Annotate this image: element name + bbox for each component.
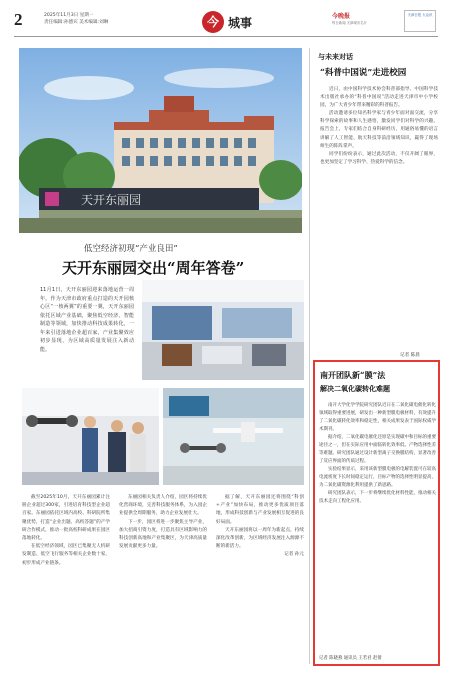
masthead-subtitle: 每日新闻 天津城市名片 xyxy=(332,21,367,25)
page-number: 2 xyxy=(14,10,23,29)
right-story-headline: “科普中国说”走进校园 xyxy=(320,68,407,78)
masthead-name: 今晚报 xyxy=(332,13,351,20)
main-headline: 天开东丽园交出“周年答卷” xyxy=(62,259,245,277)
main-lead: 11月1日，天开东丽园迎来落地运营一周年。作为天津市政府重点打造的天开园核心区“一核两翼”的重要一翼，天开东丽园依托区域产业基础，聚焦低空经济、智能制造等领域，加快推动科技成果转化，一年来引进落地企业超百家，产业集聚效应初步显现，为区域高质量发展注入新动能。 xyxy=(40,287,134,353)
body-paragraph: 活动邀请多位知名科学家与青少年面对面交流，分享科学探索的故事和人生感悟，激发同学们对科学的兴趣。报告会上，专家们结合自身科研经历，用通俗易懂的语言讲解了人工智能、航天科技等前沿领域知识，赢得了现场师生的阵阵掌声。 xyxy=(320,111,438,149)
column-divider xyxy=(309,48,310,664)
body-paragraph: 近日，由中国科学技术协会科普部指导、中国科学技术出版社承办的“科普中国说”活动走进天津市中小学校园，为广大青少年带来精彩的科普报告。 xyxy=(320,87,438,109)
main-subheadline: 低空经济初现“产业良田” xyxy=(84,244,178,254)
photo-drone-lab xyxy=(22,388,159,485)
body-column-3 xyxy=(216,494,304,560)
highlight-byline: 记者 陈晓燕 通讯员 王若君 赵倩 xyxy=(319,656,382,661)
right-story-byline: 记者 陈晨 xyxy=(400,353,420,358)
body-paragraph: 实验结果显示，采用该新型膜电极的电解装置可在较高电流密度下长时间稳定运行，目标产物的选择性明显提高，为二氧化碳资源化利用提供了新思路。 xyxy=(319,467,436,488)
body-paragraph: 研究团队表示，下一步将继续优化材料性能，推动相关技术走向工程化应用。 xyxy=(319,491,436,504)
body-paragraph: 下一步，园区将进一步聚焦主导产业，加大招商引资力度，打造具有区域影响力的科技创新高地和产业集聚区，为天津高质量发展贡献更多力量。 xyxy=(119,519,207,550)
section-logo: 今 xyxy=(202,11,224,33)
body-paragraph: 南开大学化学学院研究团队近日在二氧化碳电催化转化领域取得重要进展，研发出一种新型膜电极材料，有效提升了二氧化碳转化效率和稳定性，相关成果发表于国际权威学术期刊。 xyxy=(319,403,436,432)
building-sign-text: 天开东丽园 xyxy=(81,193,142,207)
body-paragraph: 据了解，天开东丽园还将围绕“科创+产业”加快布局，推动更多优质项目落地，形成科技创新与产业发展相互促进的良好局面。 xyxy=(216,495,304,525)
body-paragraph: 截至2025年10月，天开东丽园累计注册企业超过300家，引进培育科技型企业超百家。东丽园依托区域内高校、科研院所集聚优势，打造“企业出题、高校答题”的产学研合作模式，推动一批高校科研成果在园区落地转化。 xyxy=(22,495,110,542)
body-paragraph: 据介绍，二氧化碳电催化还原是实现碳中和目标的重要途径之一，但在实际应用中面临转化效率低、产物选择性差等难题。研究团队通过设计新型离子交换膜结构，显著改善了反应界面的传质过程。 xyxy=(319,435,436,464)
main-byline: 记者 孙元 xyxy=(284,552,304,558)
body-column-2 xyxy=(119,494,207,551)
photo-drone-hall xyxy=(163,388,304,485)
body-column-1 xyxy=(22,494,110,568)
main-body xyxy=(22,494,304,664)
masthead xyxy=(332,10,438,32)
highlight-title-line2: 解决二氧化碳转化难题 xyxy=(320,384,390,393)
body-paragraph: 东丽园相关负责人介绍，园区将持续优化营商环境，完善科技服务体系，为入园企业提供全周期服务，助力企业发展壮大。 xyxy=(119,495,207,517)
date-line xyxy=(44,12,108,26)
body-paragraph: 同学们纷纷表示，通过此次活动，不仅开阔了眼界，也更加坚定了学习科学、热爱科学的信念。 xyxy=(320,151,438,165)
photo-interior-hall xyxy=(142,280,304,380)
date-line-2: 责任编辑:孙德宾 美术编辑:刘琳 xyxy=(44,20,109,25)
body-paragraph: 天开东丽园将以一周年为新起点，持续深化改革创新，为区域经济发展注入源源不断的新活力。 xyxy=(216,527,304,550)
right-story-body xyxy=(320,86,438,167)
body-paragraph: 在低空经济领域，园区已集聚无人机研发制造、低空飞行服务等相关企业数十家，初步形成产业链条。 xyxy=(22,544,110,566)
header-rule xyxy=(14,36,438,37)
masthead-logo: 天津日报 大众讯 xyxy=(404,10,436,32)
right-story-subheadline: 与未来对话 xyxy=(318,52,353,61)
highlight-body xyxy=(319,402,436,506)
section-name: 城事 xyxy=(228,16,253,30)
date-line-1: 2025年11月3日 星期一 xyxy=(44,13,94,18)
main-photo-building xyxy=(19,48,302,233)
highlight-title-line1: 南开团队新“膜”法 xyxy=(320,370,386,380)
